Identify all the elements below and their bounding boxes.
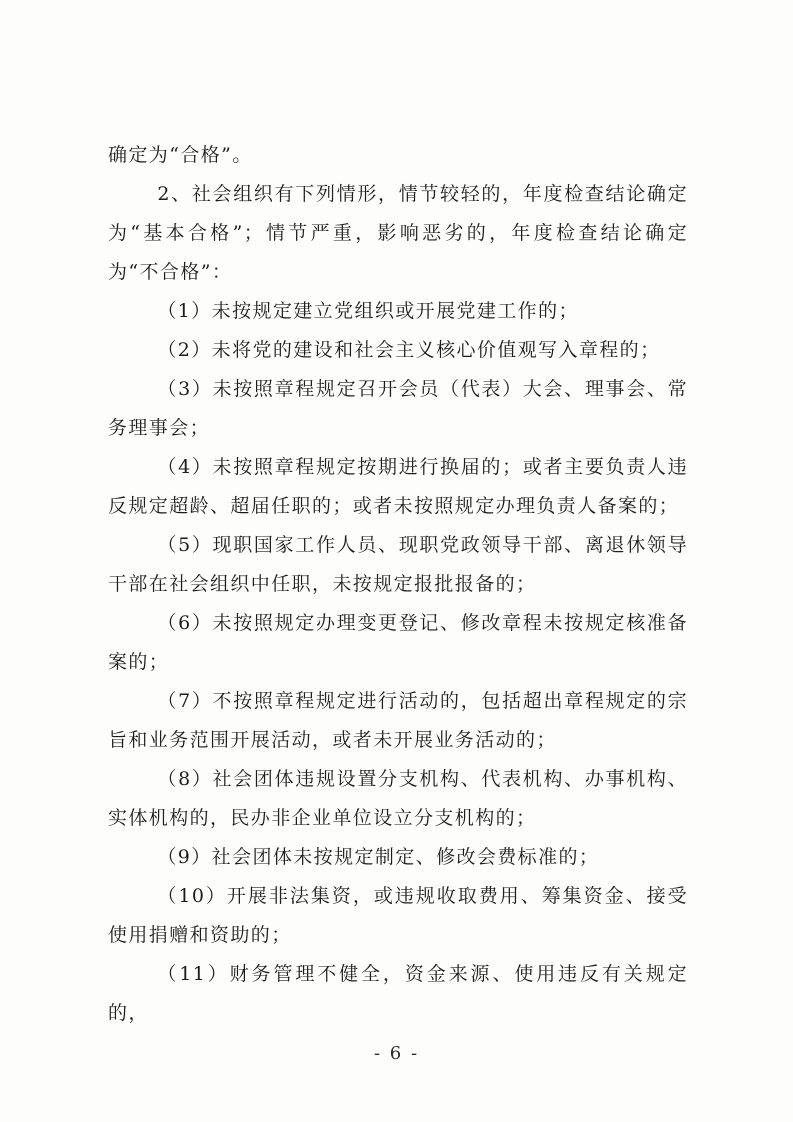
list-item-9: （9）社会团体未按规定制定、修改会费标准的； <box>157 846 600 868</box>
paragraph-item-2: 2、社会组织有下列情形，情节较轻的，年度检查结论确定为“基本合格”；情节严重，影响恶劣的，年度检查结论确定为“不合格”： <box>108 183 688 283</box>
list-item-11: （11）财务管理不健全，资金来源、使用违反有关规定的， <box>108 963 688 1024</box>
page-number: - 6 - <box>373 1043 420 1064</box>
list-item-1: （1）未按规定建立党组织或开展党建工作的； <box>157 300 579 322</box>
list-item-7: （7）不按照章程规定进行活动的，包括超出章程规定的宗旨和业务范围开展活动，或者未开展业务活动的； <box>108 690 688 751</box>
list-item-2: （2）未将党的建设和社会主义核心价值观写入章程的； <box>157 339 661 361</box>
list-item-3: （3）未按照章程规定召开会员（代表）大会、理事会、常务理事会； <box>108 378 688 439</box>
paragraph-continuation: 确定为“合格”。 <box>108 144 253 166</box>
list-item-4: （4）未按照章程规定按期进行换届的；或者主要负责人违反规定超龄、超届任职的；或者未按照规定办理负责人备案的； <box>108 456 688 517</box>
list-item-6: （6）未按照规定办理变更登记、修改章程未按规定核准备案的； <box>108 612 688 673</box>
document-body <box>108 136 688 1033</box>
list-item-8: （8）社会团体违规设置分支机构、代表机构、办事机构、实体机构的，民办非企业单位设立分支机构的； <box>108 768 688 829</box>
list-item-10: （10）开展非法集资，或违规收取费用、筹集资金、接受使用捐赠和资助的； <box>108 885 688 946</box>
list-item-5: （5）现职国家工作人员、现职党政领导干部、离退休领导干部在社会组织中任职，未按规定报批报备的； <box>108 534 688 595</box>
